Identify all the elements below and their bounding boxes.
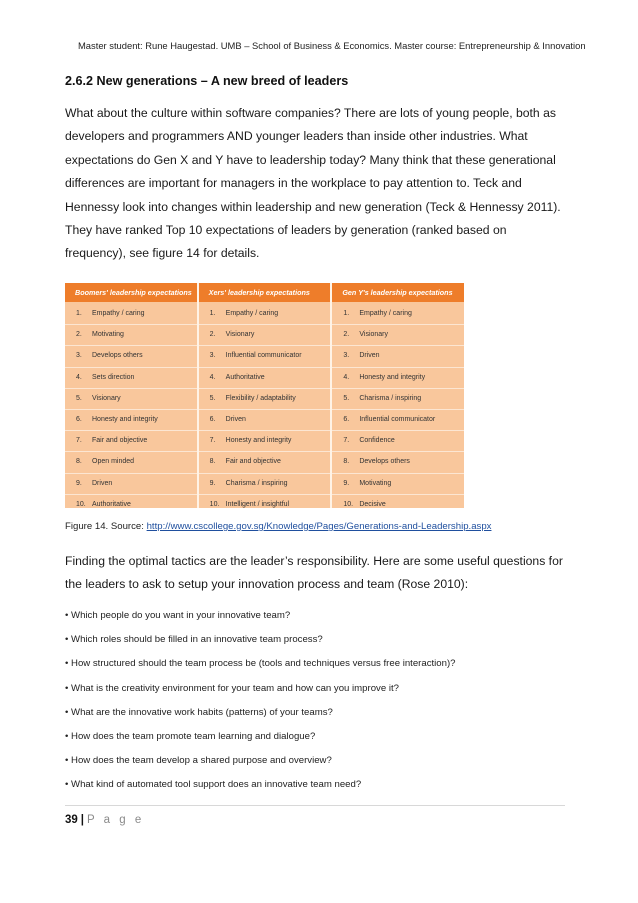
paragraph-line: differences are important for managers in the workplace to pay attention to. Teck and: [65, 176, 522, 191]
figure-caption: [65, 521, 491, 532]
paragraph-line: They have ranked Top 10 expectations of leaders by generation (ranked based on: [65, 223, 507, 238]
figure-row: [65, 495, 197, 516]
section-heading: 2.6.2 New generations – A new breed of leaders: [65, 74, 349, 88]
rank-number: 9.: [209, 479, 216, 487]
expectation-text: Driven: [92, 479, 113, 487]
footer-divider: [65, 805, 565, 806]
list-item: • What is the creativity environment for your team and how can you improve it?: [65, 682, 399, 694]
figure-row: [332, 495, 464, 516]
expectation-text: Sets direction: [92, 373, 135, 381]
source-link[interactable]: http://www.cscollege.gov.sg/Knowledge/Pages/Generations-and-Leadership.aspx: [146, 521, 492, 532]
expectation-text: Motivating: [359, 479, 392, 487]
figure-row: [65, 410, 197, 431]
figure-column-gen-y: [332, 302, 464, 508]
figure-row: [332, 368, 464, 389]
rank-number: 3.: [76, 352, 82, 360]
rank-number: 7.: [209, 437, 216, 445]
figure-row: [332, 452, 464, 473]
footer-separator: |: [80, 814, 85, 826]
rank-number: 6.: [76, 415, 82, 423]
expectation-text: Influential communicator: [225, 352, 302, 360]
rank-number: 6.: [209, 415, 216, 423]
page-footer: [65, 814, 144, 826]
rank-number: 3.: [343, 352, 350, 360]
list-item: • What kind of automated tool support does an innovative team need?: [65, 779, 362, 791]
paragraph-line: developers and programmers AND younger leaders than inside other industries. What: [65, 129, 528, 144]
figure-row: [199, 410, 331, 431]
expectation-text: Decisive: [359, 500, 386, 508]
rank-number: 1.: [209, 310, 216, 317]
leadership-expectations-figure: [65, 283, 464, 508]
expectation-text: Empathy / caring: [225, 310, 279, 317]
rank-number: 1.: [343, 310, 350, 317]
page-label: P a g e: [87, 814, 145, 826]
rank-number: 5.: [209, 394, 216, 402]
figure-row: [332, 304, 464, 325]
figure-row: [65, 474, 197, 495]
list-item: • How structured should the team process be (tools and techniques versus free interaction)?: [65, 658, 456, 670]
paragraph-line: expectations do Gen X and Y have to leadership today? Many think that these generational: [65, 152, 556, 167]
column-title-gen-y: Gen Y's leadership expectations: [342, 288, 453, 297]
expectation-text: Driven: [359, 352, 380, 360]
list-item: • What are the innovative work habits (patterns) of your teams?: [65, 706, 333, 718]
expectation-text: Visionary: [359, 331, 389, 339]
rank-number: 2.: [76, 331, 82, 339]
figure-body: [65, 302, 464, 508]
list-item: • How does the team promote team learning and dialogue?: [65, 730, 316, 742]
expectation-text: Fair and objective: [225, 458, 281, 466]
expectation-text: Visionary: [92, 394, 121, 402]
rank-number: 2.: [209, 331, 216, 339]
expectation-text: Intelligent / insightful: [225, 500, 290, 508]
expectation-text: Driven: [225, 415, 246, 423]
expectation-text: Influential communicator: [359, 415, 436, 423]
figure-row: [199, 325, 331, 346]
expectation-text: Develops others: [92, 352, 143, 360]
rank-number: 7.: [76, 437, 82, 445]
list-item: • How does the team develop a shared purpose and overview?: [65, 755, 332, 767]
figure-header-row: [65, 283, 464, 302]
expectation-text: Visionary: [225, 331, 255, 339]
paragraph-intro: [65, 102, 585, 266]
expectation-text: Confidence: [359, 437, 395, 445]
expectation-text: Charisma / inspiring: [359, 394, 422, 402]
rank-number: 9.: [76, 479, 82, 487]
paragraph-line: What about the culture within software companies? There are lots of young people, both as: [65, 106, 556, 120]
paragraph-line: Finding the optimal tactics are the leader’s responsibility. Here are some useful questions for: [65, 554, 563, 568]
expectation-text: Flexibility / adaptability: [225, 394, 296, 402]
rank-number: 6.: [343, 415, 350, 423]
figure-row: [332, 431, 464, 452]
figure-row: [199, 368, 331, 389]
list-item: • Which roles should be filled in an innovative team process?: [65, 634, 323, 646]
expectation-text: Honesty and integrity: [359, 373, 426, 381]
rank-number: 10.: [209, 500, 220, 508]
paragraph-line: frequency), see figure 14 for details.: [65, 246, 260, 261]
paragraph-line: Hennessy look into changes within leadership and new generation (Teck & Hennessy 2011).: [65, 199, 561, 214]
caption-prefix: Figure 14. Source:: [65, 521, 147, 532]
figure-row: [65, 389, 197, 410]
figure-row: [332, 346, 464, 367]
figure-row: [65, 368, 197, 389]
running-header: Master student: Rune Haugestad. UMB – School of Business & Economics. Master course: Entrepreneurship & Innovation: [78, 40, 586, 51]
rank-number: 9.: [343, 479, 350, 487]
expectation-text: Honesty and integrity: [92, 415, 158, 423]
rank-number: 1.: [76, 310, 82, 317]
expectation-text: Fair and objective: [92, 437, 148, 445]
question-list: [65, 604, 585, 798]
rank-number: 5.: [343, 394, 350, 402]
expectation-text: Authoritative: [225, 373, 265, 381]
expectation-text: Authoritative: [92, 500, 131, 508]
expectation-text: Honesty and integrity: [225, 437, 292, 445]
figure-row: [332, 474, 464, 495]
rank-number: 4.: [209, 373, 216, 381]
figure-row: [199, 452, 331, 473]
expectation-text: Empathy / caring: [359, 310, 412, 317]
rank-number: 4.: [76, 373, 82, 381]
expectation-text: Empathy / caring: [92, 310, 145, 317]
rank-number: 8.: [209, 458, 216, 466]
rank-number: 8.: [343, 458, 350, 466]
column-title-boomers: Boomers' leadership expectations: [65, 283, 199, 302]
rank-number: 2.: [343, 331, 350, 339]
expectation-text: Open minded: [92, 458, 135, 466]
page-number: 39: [65, 814, 78, 826]
figure-row: [199, 495, 331, 516]
figure-row: [332, 325, 464, 346]
column-title-xers: Xers' leadership expectations: [199, 283, 333, 302]
rank-number: 4.: [343, 373, 350, 381]
figure-column-xers: [199, 302, 333, 508]
rank-number: 8.: [76, 458, 82, 466]
figure-row: [65, 325, 197, 346]
figure-row: [199, 389, 331, 410]
figure-row: [65, 431, 197, 452]
figure-row: [332, 389, 464, 410]
paragraph-line: the leaders to ask to setup your innovation process and team (Rose 2010):: [65, 577, 469, 592]
rank-number: 3.: [209, 352, 216, 360]
figure-column-boomers: [65, 302, 199, 508]
rank-number: 10.: [343, 500, 354, 508]
expectation-text: Motivating: [92, 331, 124, 339]
rank-number: 5.: [76, 394, 82, 402]
list-item: • Which people do you want in your innovative team?: [65, 610, 291, 621]
figure-row: [65, 304, 197, 325]
paragraph-tactics: [65, 550, 585, 597]
rank-number: 10.: [76, 500, 86, 508]
expectation-text: Charisma / inspiring: [225, 479, 288, 487]
figure-row: [332, 410, 464, 431]
rank-number: 7.: [343, 437, 350, 445]
figure-row: [199, 346, 331, 367]
figure-row: [199, 474, 331, 495]
expectation-text: Develops others: [359, 458, 410, 466]
figure-row: [65, 452, 197, 473]
figure-row: [65, 346, 197, 367]
figure-row: [199, 304, 331, 325]
figure-row: [199, 431, 331, 452]
